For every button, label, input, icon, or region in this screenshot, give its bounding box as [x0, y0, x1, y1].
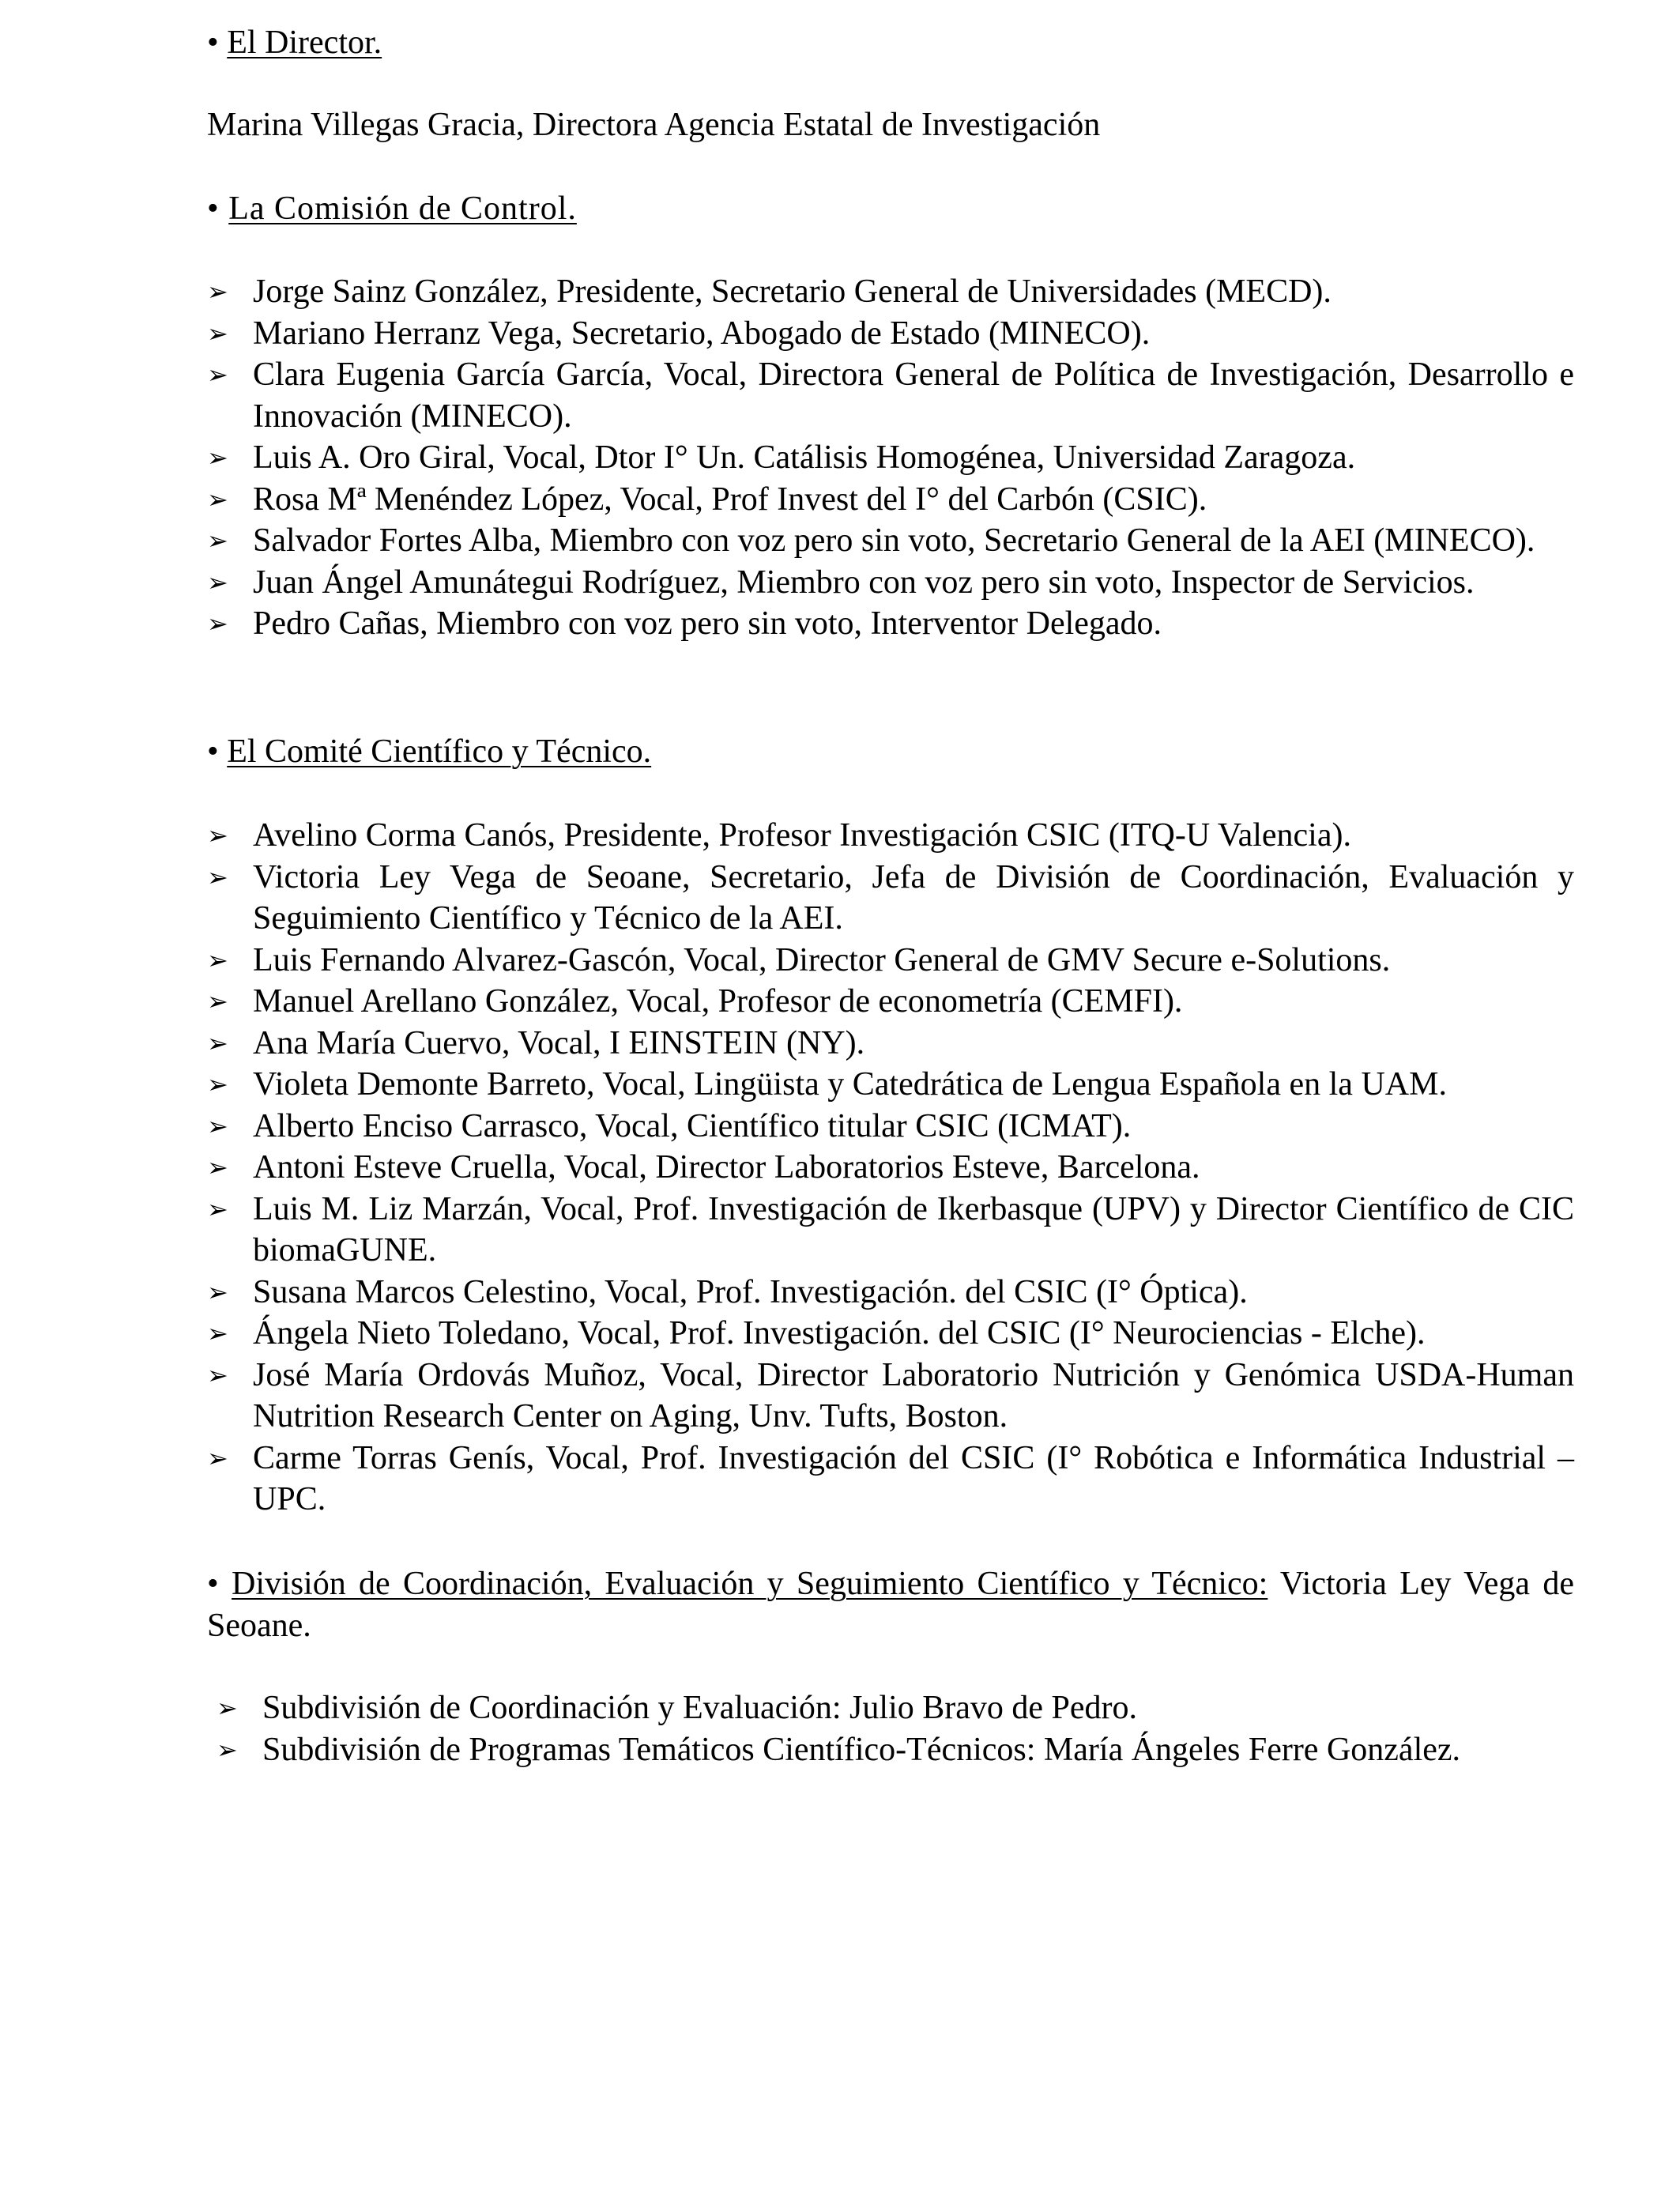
comision-member-list — [207, 271, 1574, 645]
list-item: ➢ Violeta Demonte Barreto, Vocal, Lingüista y Catedrática de Lengua Española en la UAM. — [207, 1064, 1574, 1106]
arrow-bullet-icon: ➢ — [207, 1318, 228, 1348]
list-item: ➢ Luis Fernando Alvarez-Gascón, Vocal, Director General de GMV Secure e-Solutions. — [207, 940, 1574, 982]
list-item: ➢ Mariano Herranz Vega, Secretario, Abogado de Estado (MINECO). — [207, 313, 1574, 355]
arrow-bullet-icon: ➢ — [207, 1359, 228, 1390]
arrow-bullet-icon: ➢ — [207, 360, 228, 390]
arrow-bullet-icon: ➢ — [207, 1442, 228, 1473]
list-item: ➢ Ana María Cuervo, Vocal, I EINSTEIN (NY). — [207, 1023, 1574, 1065]
arrow-bullet-icon: ➢ — [207, 277, 228, 307]
list-item: ➢ Avelino Corma Canós, Presidente, Profesor Investigación CSIC (ITQ-U Valencia). — [207, 815, 1574, 857]
arrow-bullet-icon: ➢ — [207, 484, 228, 515]
list-item: ➢ Carme Torras Genís, Vocal, Prof. Investigación del CSIC (I° Robótica e Informática Industrial –UPC. — [207, 1438, 1574, 1521]
list-item: ➢ Subdivisión de Programas Temáticos Científico-Técnicos: María Ángeles Ferre González. — [207, 1729, 1574, 1771]
arrow-bullet-icon: ➢ — [207, 1027, 228, 1058]
director-name: Marina Villegas Gracia, Directora Agencia Estatal de Investigación — [207, 107, 1101, 143]
list-item: ➢ Jorge Sainz González, Presidente, Secretario General de Universidades (MECD). — [207, 271, 1574, 313]
bullet: • — [207, 25, 219, 61]
bullet: • — [207, 190, 220, 227]
section-heading-director — [207, 22, 1574, 64]
heading-text: La Comisión de Control. — [228, 190, 577, 227]
section-heading-division — [207, 1563, 1574, 1646]
bullet: • — [207, 1566, 219, 1602]
list-item: ➢ Manuel Arellano González, Vocal, Profesor de econometría (CEMFI). — [207, 981, 1574, 1023]
arrow-bullet-icon: ➢ — [207, 986, 228, 1016]
list-item: ➢ Luis A. Oro Giral, Vocal, Dtor I° Un. Catálisis Homogénea, Universidad Zaragoza. — [207, 437, 1574, 479]
arrow-bullet-icon: ➢ — [207, 944, 228, 975]
section-heading-comite — [207, 731, 1574, 773]
arrow-bullet-icon: ➢ — [207, 443, 228, 473]
list-item: ➢ Antoni Esteve Cruella, Vocal, Director Laboratorios Esteve, Barcelona. — [207, 1147, 1574, 1189]
subdivision-list — [207, 1687, 1574, 1770]
list-item: ➢ Rosa Mª Menéndez López, Vocal, Prof Invest del I° del Carbón (CSIC). — [207, 479, 1574, 521]
list-item: ➢ Victoria Ley Vega de Seoane, Secretario, Jefa de División de Coordinación, Evaluación y Seguimiento Científico y Técnico de la AEI. — [207, 857, 1574, 940]
arrow-bullet-icon: ➢ — [217, 1734, 238, 1765]
division-head-name: Victoria Ley Vega de Seoane. — [207, 1566, 1575, 1644]
arrow-bullet-icon: ➢ — [207, 318, 228, 349]
section-heading-comision — [207, 188, 1574, 230]
list-item: ➢ Alberto Enciso Carrasco, Vocal, Científico titular CSIC (ICMAT). — [207, 1106, 1574, 1148]
arrow-bullet-icon: ➢ — [207, 1193, 228, 1224]
arrow-bullet-icon: ➢ — [207, 1276, 228, 1307]
heading-text: El Director. — [227, 25, 382, 61]
arrow-bullet-icon: ➢ — [207, 1110, 228, 1141]
comite-member-list — [207, 815, 1574, 1521]
bullet: • — [207, 733, 219, 770]
list-item: ➢ Subdivisión de Coordinación y Evaluación: Julio Bravo de Pedro. — [207, 1687, 1574, 1729]
arrow-bullet-icon: ➢ — [207, 526, 228, 556]
arrow-bullet-icon: ➢ — [207, 1069, 228, 1099]
list-item: ➢ Pedro Cañas, Miembro con voz pero sin voto, Interventor Delegado. — [207, 603, 1574, 645]
heading-text: División de Coordinación, Evaluación y Seguimiento Científico y Técnico: — [232, 1566, 1268, 1602]
list-item: ➢ Susana Marcos Celestino, Vocal, Prof. Investigación. del CSIC (I° Óptica). — [207, 1272, 1574, 1314]
list-item: ➢ José María Ordovás Muñoz, Vocal, Director Laboratorio Nutrición y Genómica USDA-Human Nutrition Research Center on Aging, Unv. Tufts, Boston. — [207, 1355, 1574, 1438]
list-item: ➢ Ángela Nieto Toledano, Vocal, Prof. Investigación. del CSIC (I° Neurociencias - Elche). — [207, 1313, 1574, 1355]
arrow-bullet-icon: ➢ — [217, 1693, 238, 1723]
arrow-bullet-icon: ➢ — [207, 820, 228, 850]
list-item: ➢ Clara Eugenia García García, Vocal, Directora General de Política de Investigación, Desarrollo e Innovación (MINECO). — [207, 354, 1574, 437]
arrow-bullet-icon: ➢ — [207, 861, 228, 892]
arrow-bullet-icon: ➢ — [207, 1152, 228, 1182]
heading-text: El Comité Científico y Técnico. — [227, 733, 652, 770]
arrow-bullet-icon: ➢ — [207, 609, 228, 639]
arrow-bullet-icon: ➢ — [207, 567, 228, 598]
list-item: ➢ Luis M. Liz Marzán, Vocal, Prof. Investigación de Ikerbasque (UPV) y Director Científico de CIC biomaGUNE. — [207, 1189, 1574, 1272]
list-item: ➢ Juan Ángel Amunátegui Rodríguez, Miembro con voz pero sin voto, Inspector de Servicios. — [207, 562, 1574, 604]
list-item: ➢ Salvador Fortes Alba, Miembro con voz pero sin voto, Secretario General de la AEI (MINECO). — [207, 520, 1574, 562]
